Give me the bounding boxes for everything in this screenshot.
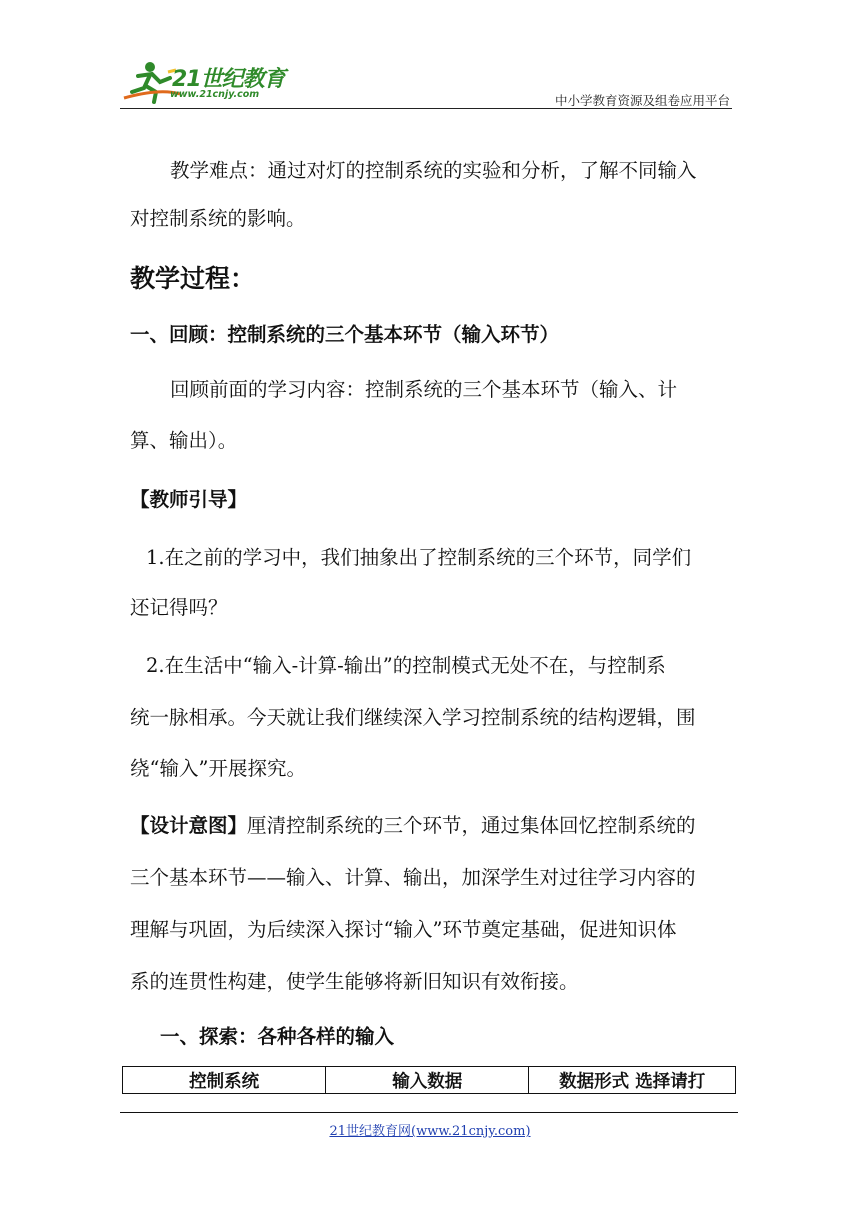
section-1-heading: 一、回顾：控制系统的三个基本环节（输入环节） bbox=[130, 323, 560, 346]
review-line-2: 算、输出）。 bbox=[130, 429, 238, 452]
table-header-cell: 输入数据 bbox=[326, 1067, 529, 1094]
table-header-row bbox=[123, 1067, 736, 1094]
item-2-line-2: 统一脉相承。今天就让我们继续深入学习控制系统的结构逻辑，围 bbox=[130, 706, 696, 729]
design-intent-text: 厘清控制系统的三个环节，通过集体回忆控制系统的 bbox=[247, 814, 696, 837]
logo-text: 21世纪教育 bbox=[172, 67, 285, 92]
section-2-heading: 一、探索：各种各样的输入 bbox=[160, 1025, 395, 1048]
difficulty-line-1: 教学难点：通过对灯的控制系统的实验和分析，了解不同输入 bbox=[170, 159, 697, 182]
table-header-cell: 数据形式 选择请打 bbox=[529, 1067, 736, 1094]
difficulty-line-2: 对控制系统的影响。 bbox=[130, 207, 306, 230]
teacher-guide-heading: 【教师引导】 bbox=[130, 488, 248, 511]
footer-divider bbox=[120, 1112, 738, 1113]
footer-link[interactable]: 21世纪教育网(www.21cnjy.com) bbox=[329, 1124, 531, 1139]
review-line-1: 回顾前面的学习内容：控制系统的三个基本环节（输入、计 bbox=[170, 378, 678, 401]
design-intent-line-3: 理解与巩固，为后续深入探讨“输入”环节奠定基础，促进知识体 bbox=[130, 918, 677, 941]
design-intent-line-4: 系的连贯性构建，使学生能够将新旧知识有效衔接。 bbox=[130, 970, 579, 993]
platform-title: 中小学教育资源及组卷应用平台 bbox=[554, 93, 730, 108]
header-divider bbox=[120, 108, 732, 109]
site-logo bbox=[120, 58, 290, 106]
item-2-line-3: 绕“输入”开展探究。 bbox=[130, 757, 306, 780]
design-intent-label: 【设计意图】 bbox=[130, 814, 248, 837]
item-2-line-1: 2.在生活中“输入-计算-输出”的控制模式无处不在，与控制系 bbox=[146, 654, 666, 677]
page-header bbox=[120, 58, 730, 108]
logo-url: www.21cnjy.com bbox=[170, 89, 260, 100]
input-table bbox=[122, 1066, 736, 1094]
table-header-cell: 控制系统 bbox=[123, 1067, 326, 1094]
process-heading: 教学过程： bbox=[130, 264, 256, 293]
item-1-line-2: 还记得吗？ bbox=[130, 596, 228, 619]
design-intent-line-1 bbox=[130, 805, 730, 847]
design-intent-line-2: 三个基本环节——输入、计算、输出，加深学生对过往学习内容的 bbox=[130, 866, 696, 889]
item-1-line-1: 1.在之前的学习中，我们抽象出了控制系统的三个环节，同学们 bbox=[146, 546, 692, 569]
